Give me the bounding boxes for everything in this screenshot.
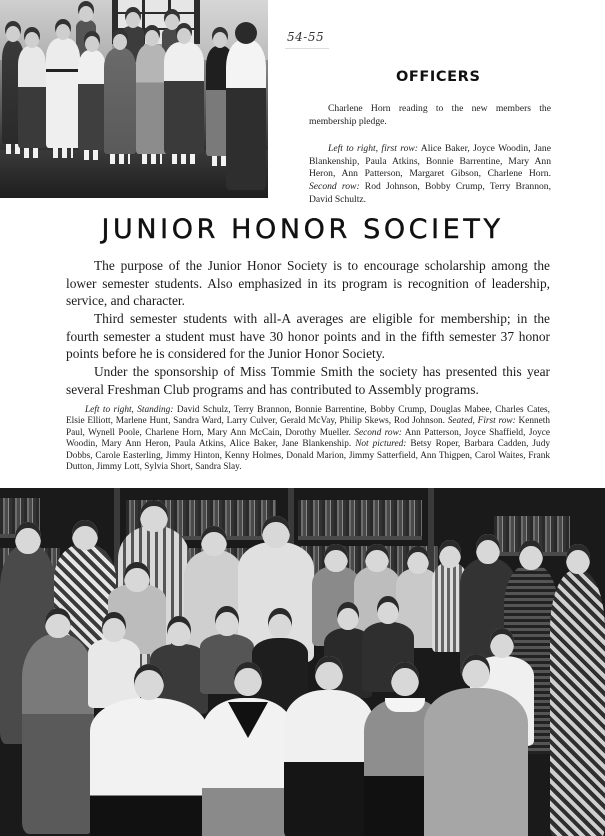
body-paragraph-sponsorship: Under the sponsorship of Miss Tommie Smith the society has presented this year several Freshman Club programs and has contributed to Assembly programs. — [66, 364, 550, 397]
page-number: 54-55 — [287, 30, 325, 44]
officer-figure — [46, 38, 80, 148]
officer-figure — [104, 48, 136, 154]
student-figure — [202, 698, 294, 836]
not-pictured-names: Betsy Roper, Barbara Cadden, Judy Dobbs, Carole Easterling, Jimmy Hinton, Kenny Holmes, Donald Marion, Jimmy Satterfield, Ann Thigpen, Carol Waites, Frank Dutton, Jimmy Lott, Sylvia Short, Sandra Slay. — [66, 439, 550, 473]
caption-lead: Left to right, first row: — [328, 143, 418, 154]
caption-lead: Second row: — [309, 181, 360, 193]
seated-second-row-names: Ann Patterson, Joyce Shaffield, Joyce Woodin, Mary Ann Heron, Paula Atkins, Alice Baker, Jane Blankenship. — [66, 427, 550, 450]
officer-figure — [78, 50, 106, 150]
officers-photo-caption: Charlene Horn reading to the new members the membership pledge. — [309, 103, 551, 127]
group-photo — [0, 488, 605, 836]
caption-lead: Second row: — [354, 427, 402, 438]
page-number-underline — [285, 48, 329, 49]
first-row-names: Alice Baker, Joyce Woodin, Jane Blankenship, Paula Atkins, Bonnie Barrentine, Mary Ann Heron, Ann Patterson, Margaret Gibson, Charlene Horn. — [309, 143, 551, 180]
caption-lead: Left to right, Standing: — [85, 405, 174, 415]
officers-photo — [0, 0, 268, 198]
scarf — [228, 702, 268, 738]
group-photo-caption — [66, 405, 550, 473]
page-title: JUNIOR HONOR SOCIETY — [101, 214, 504, 245]
second-row-names: Rod Johnson, Bobby Crump, Terry Brannon, David Schultz. — [309, 181, 551, 205]
officer-figure — [18, 46, 46, 148]
officer-figure — [164, 42, 204, 154]
student-figure — [90, 698, 208, 836]
officer-reading-pledge — [226, 40, 266, 190]
student-figure — [550, 570, 605, 836]
student-figure — [284, 690, 374, 836]
collar — [385, 698, 425, 712]
student-figure — [88, 638, 140, 708]
student-figure — [424, 688, 528, 836]
student-figure — [22, 634, 94, 834]
standing-names: David Schulz, Terry Brannon, Bonnie Barrentine, Bobby Crump, Douglas Mabee, Charles Cates, Elsie Elliott, Marlene Hunt, Sandra Ward, Larry Culver, Gerald McVay, Philip Skews, Rod Johnson. — [66, 405, 550, 427]
officers-names-caption — [309, 143, 551, 207]
caption-lead: Not pictured: — [355, 439, 407, 450]
body-paragraph-purpose: The purpose of the Junior Honor Society is to encourage scholarship among the lower semester students. Also emphasized in its program is recognition of leadership, service, and character. — [66, 258, 550, 309]
body-paragraph-eligibility: Third semester students with all-A averages are eligible for membership; in the fourth semester a student must have 30 honor points and in the fifth semester 37 honor points before he is considered for the Junior Honor Society. — [66, 311, 550, 362]
officers-heading: OFFICERS — [396, 69, 481, 85]
bookshelf — [298, 500, 422, 540]
seated-first-row-names: Kenneth Paul, Wynell Poole, Charlene Horn, Mary Ann McCain, Dorothy Mueller. — [66, 416, 550, 438]
caption-lead: Seated, First row: — [447, 416, 516, 427]
